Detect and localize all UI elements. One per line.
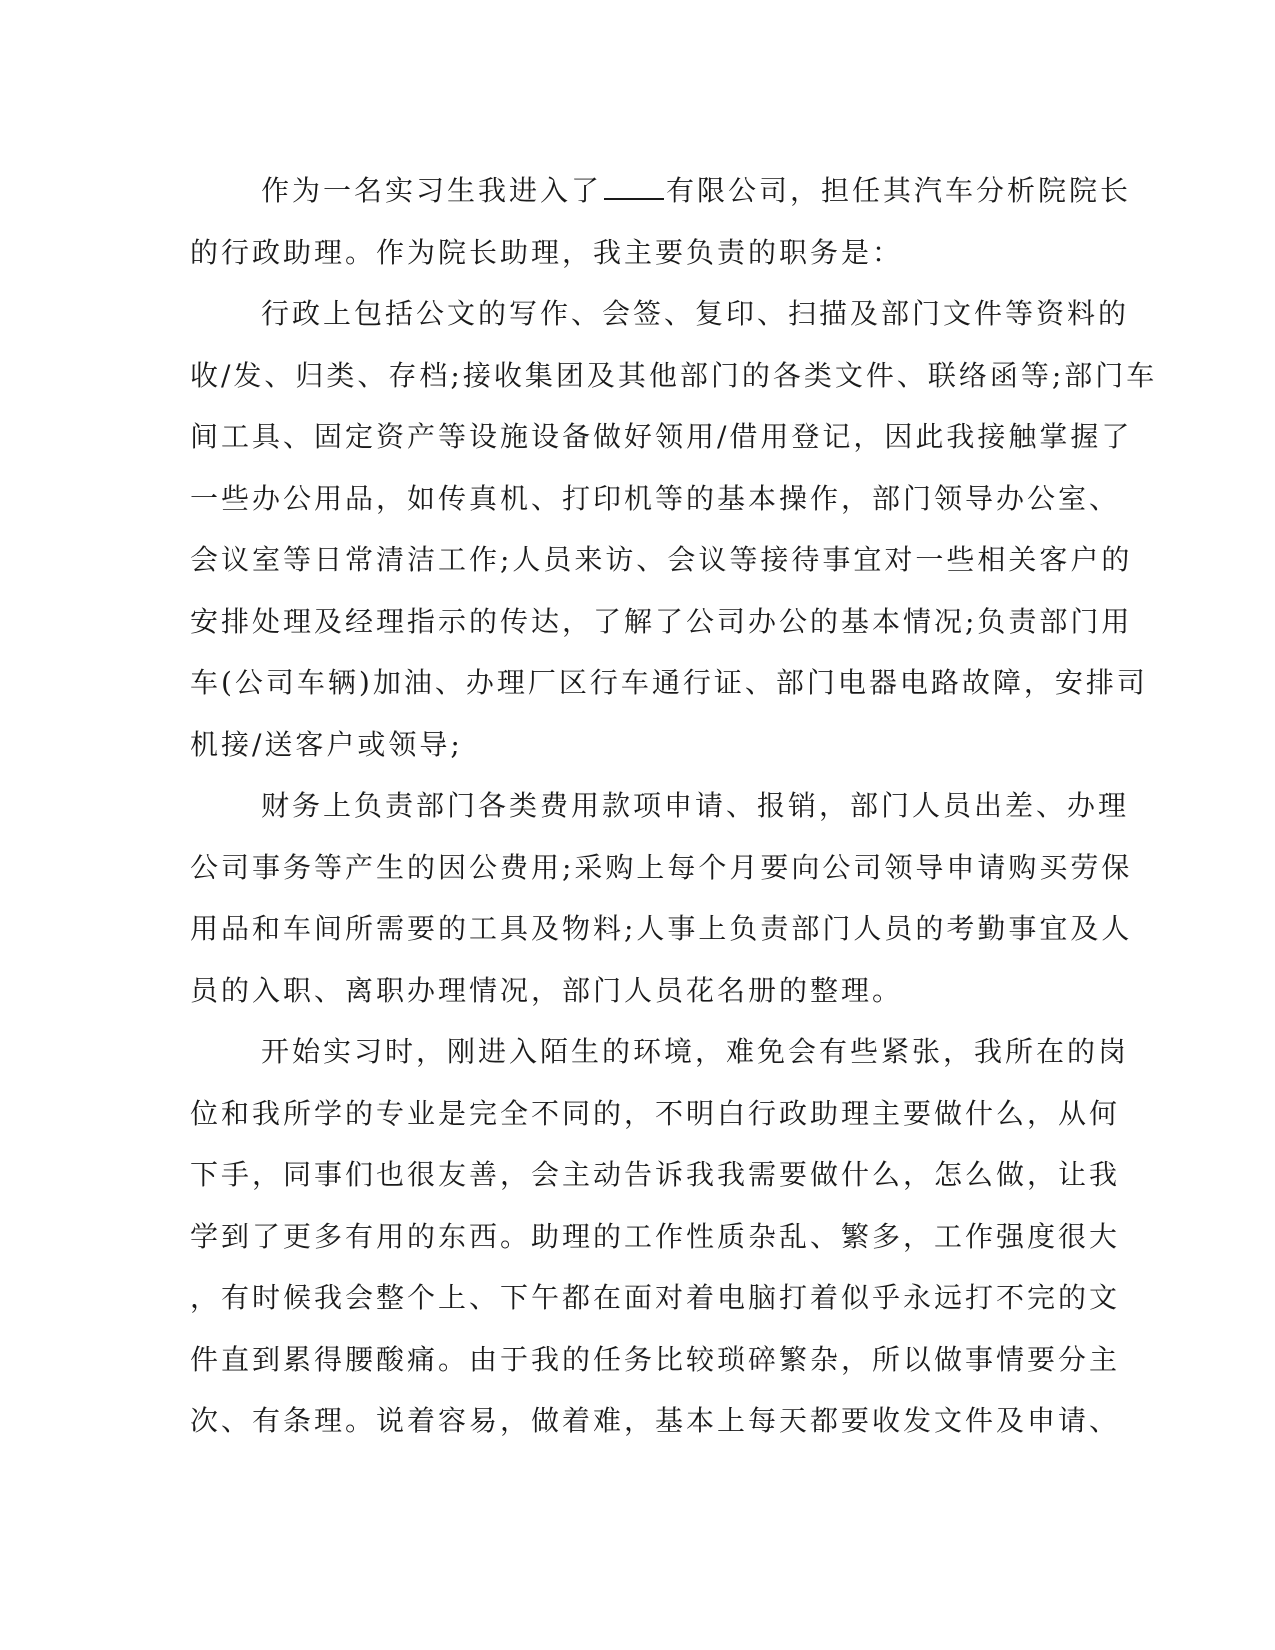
paragraph-3-line-1: 财务上负责部门各类费用款项申请、报销，部门人员出差、办理 — [261, 789, 1130, 822]
paragraph-3-line-2: 公司事务等产生的因公费用;采购上每个月要向公司领导申请购买劳保 — [190, 850, 1133, 884]
paragraph-4-line-2: 位和我所学的专业是完全不同的，不明白行政助理主要做什么，从何 — [190, 1096, 1121, 1130]
paragraph-4-line-5: ，有时候我会整个上、下午都在面对着电脑打着似乎永远打不完的文 — [190, 1281, 1121, 1314]
paragraph-4-line-3: 下手，同事们也很友善，会主动告诉我我需要做什么，怎么做，让我 — [190, 1158, 1121, 1191]
paragraph-4-line-1: 开始实习时，刚进入陌生的环境，难免会有些紧张，我所在的岗 — [261, 1035, 1130, 1068]
paragraph-3-line-3: 用品和车间所需要的工具及物料;人事上负责部门人员的考勤事宜及人 — [190, 912, 1133, 945]
paragraph-2-line-1: 行政上包括公文的写作、会签、复印、扫描及部门文件等资料的 — [261, 297, 1130, 330]
paragraph-2-line-2: 收/发、归类、存档;接收集团及其他部门的各类文件、联络函等;部门车 — [190, 358, 1158, 392]
text-segment: 作为一名实习生我进入了 — [261, 174, 603, 207]
paragraph-4-line-6: 件直到累得腰酸痛。由于我的任务比较琐碎繁杂，所以做事情要分主 — [190, 1342, 1121, 1376]
paragraph-2-line-3: 间工具、固定资产等设施设备做好领用/借用登记，因此我接触掌握了 — [190, 420, 1133, 453]
paragraph-2-line-5: 会议室等日常清洁工作;人员来访、会议等接待事宜对一些相关客户的 — [190, 543, 1133, 576]
document-body — [190, 160, 1158, 1452]
fill-in-blank — [604, 172, 664, 200]
paragraph-2-line-7: 车(公司车辆)加油、办理厂区行车通行证、部门电器电路故障，安排司 — [190, 666, 1148, 699]
paragraph-4-line-7: 次、有条理。说着容易，做着难，基本上每天都要收发文件及申请、 — [190, 1404, 1121, 1437]
paragraph-1-line-1 — [190, 160, 1132, 222]
paragraph-2-line-4: 一些办公用品，如传真机、打印机等的基本操作，部门领导办公室、 — [190, 481, 1121, 515]
paragraph-1-line-2: 的行政助理。作为院长助理，我主要负责的职务是： — [190, 235, 904, 269]
paragraph-4-line-4: 学到了更多有用的东西。助理的工作性质杂乱、繁多，工作强度很大 — [190, 1219, 1121, 1253]
paragraph-2-line-8: 机接/送客户或领导; — [190, 727, 463, 761]
paragraph-2-line-6: 安排处理及经理指示的传达，了解了公司办公的基本情况;负责部门用 — [190, 604, 1133, 638]
text-segment: 有限公司，担任其汽车分析院院长 — [666, 174, 1132, 207]
paragraph-3-line-4: 员的入职、离职办理情况，部门人员花名册的整理。 — [190, 973, 904, 1007]
